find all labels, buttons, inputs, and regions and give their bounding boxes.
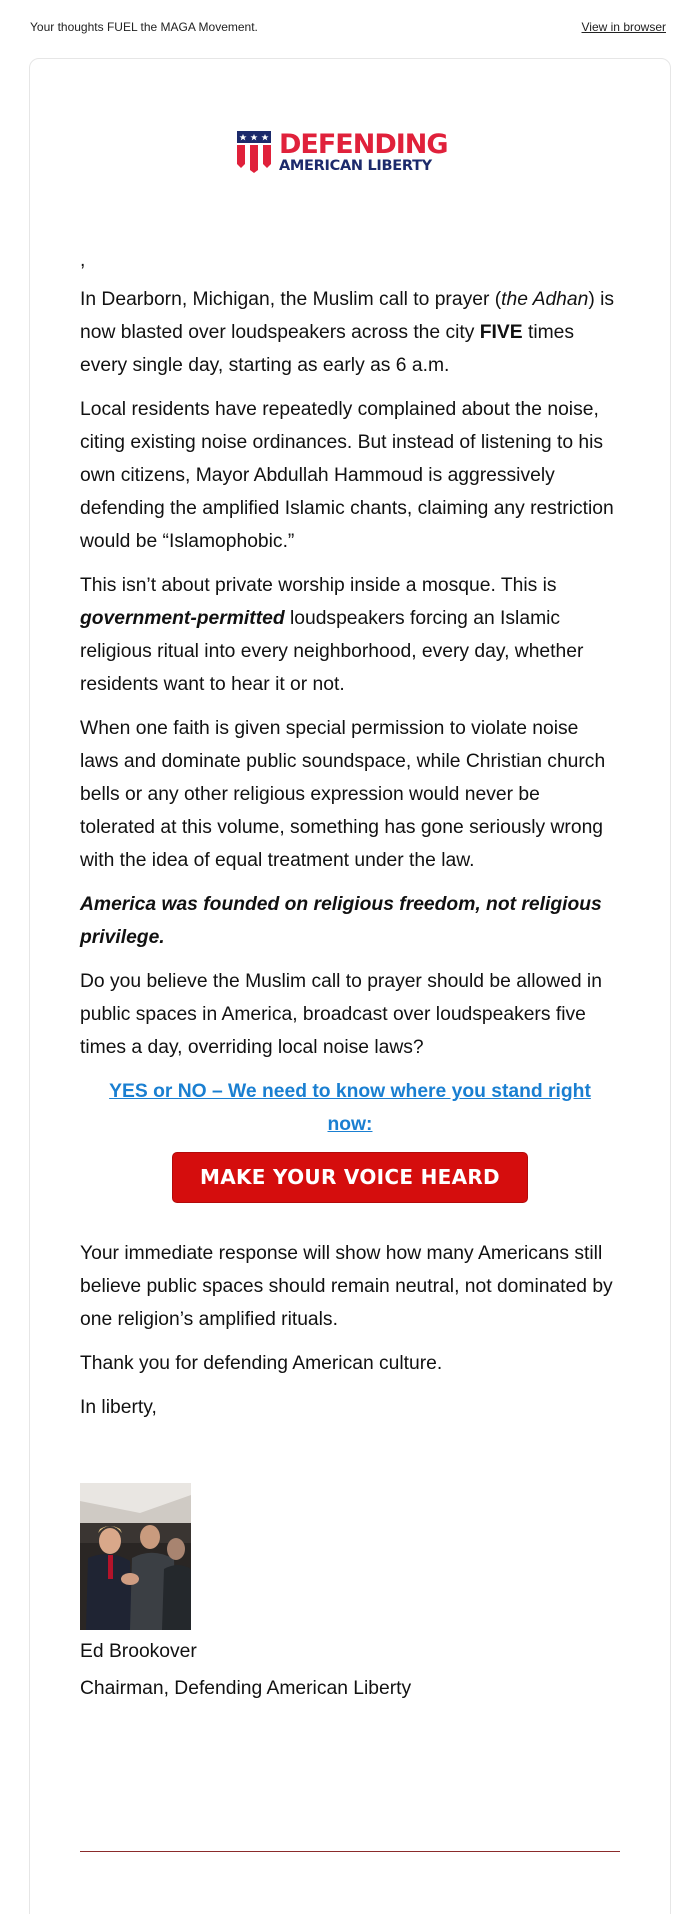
paragraph-5 (80, 888, 620, 954)
p1-text-c: times every single day, starting as early as 6 a.m. (80, 322, 575, 376)
logo-line-2: AMERICAN LIBERTY (279, 157, 432, 174)
footer-divider (80, 1851, 620, 1852)
p1-bold: FIVE (479, 322, 523, 343)
defending-american-liberty-logo (236, 128, 466, 176)
view-in-browser-link[interactable]: View in browser (581, 20, 666, 34)
make-your-voice-heard-button[interactable]: MAKE YOUR VOICE HEARD (172, 1152, 528, 1203)
paragraph-2: Local residents have repeatedly complained about the noise, citing existing noise ordinances. But instead of listening to his own citizens, Mayor Abdullah Hammoud is aggressively defending the amplified Islamic chants, claiming any restriction would be “Islamophobic.” (80, 399, 614, 552)
p1-text-b: ) is now blasted over loudspeakers across the city (80, 289, 615, 343)
paragraph-7: Your immediate response will show how many Americans still believe public spaces should remain neutral, not dominated by one religion’s amplified rituals. (80, 1243, 613, 1330)
email-body (80, 250, 620, 1435)
greeting: , (80, 250, 86, 271)
signature-name: Ed Brookover (80, 1641, 197, 1662)
p3-text-b: loudspeakers forcing an Islamic religious ritual into every neighborhood, every day, whether residents want to hear it or not. (80, 608, 584, 695)
paragraph-1 (80, 283, 620, 382)
shield-stripes-icon (236, 130, 272, 174)
email-header-bar (30, 20, 666, 34)
logo-line-1: DEFENDING (279, 128, 448, 160)
paragraph-4: When one faith is given special permission to violate noise laws and dominate public soundspace, while Christian church bells or any other religious expression would never be tolerated at this volume, something has gone seriously wrong with the idea of equal treatment under the law. (80, 718, 606, 871)
p5-bold-italic: America was founded on religious freedom, not religious privilege. (80, 894, 602, 948)
paragraph-8: Thank you for defending American culture. (80, 1353, 443, 1374)
closing: In liberty, (80, 1397, 157, 1418)
button-wrapper (80, 1152, 620, 1203)
p3-bold-italic: government-permitted (80, 608, 285, 629)
preheader-text: Your thoughts FUEL the MAGA Movement. (30, 20, 258, 34)
p1-italic: the Adhan (501, 289, 589, 310)
paragraph-6: Do you believe the Muslim call to prayer should be allowed in public spaces in America, broadcast over loudspeakers five times a day, overriding local noise laws? (80, 971, 602, 1058)
p1-text-a: In Dearborn, Michigan, the Muslim call to prayer ( (80, 289, 502, 310)
p3-text-a: This isn’t about private worship inside a mosque. This is (80, 575, 557, 596)
signature-title: Chairman, Defending American Liberty (80, 1678, 412, 1699)
paragraph-3 (80, 569, 620, 701)
signature-photo (80, 1483, 191, 1630)
cta-link[interactable]: YES or NO – We need to know where you stand right now: (109, 1081, 591, 1135)
